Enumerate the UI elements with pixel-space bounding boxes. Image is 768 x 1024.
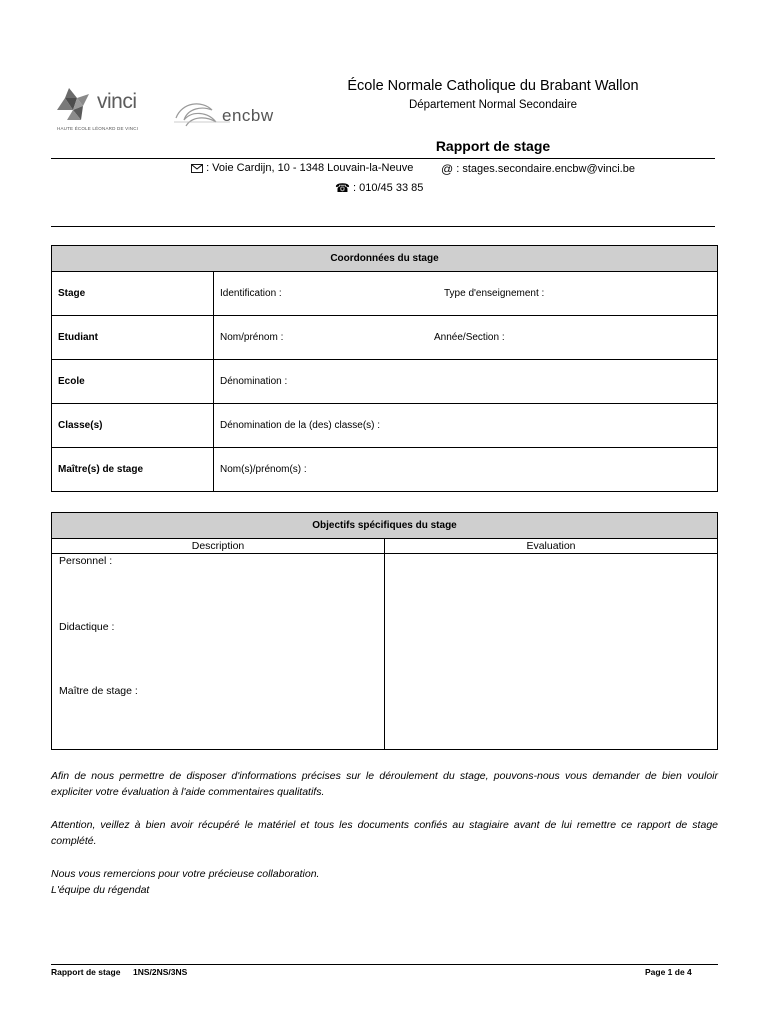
address-text: : Voie Cardijn, 10 - 1348 Louvain-la-Neuve <box>206 162 414 174</box>
vinci-logo <box>55 86 147 136</box>
field-label: Année/Section : <box>434 332 505 343</box>
row-label: Classe(s) <box>52 404 214 448</box>
field-label: Identification : <box>220 288 282 299</box>
instruction-paragraph: Afin de nous permettre de disposer d'informations précises sur le déroulement du stage, pouvons-nous vous demander de bien vouloir expliciter votre évaluation à l'aide commentaires qualitatifs. <box>51 770 718 798</box>
phone-icon: ☎ <box>335 181 350 195</box>
table-row <box>52 316 718 360</box>
encbw-wordmark: encbw <box>222 106 274 125</box>
row-label: Stage <box>52 272 214 316</box>
objectifs-table <box>51 512 718 750</box>
thanks-line: Nous vous remercions pour votre précieuse collaboration. <box>51 868 320 880</box>
table-row <box>52 360 718 404</box>
coordonnees-heading: Coordonnées du stage <box>52 246 718 272</box>
field-label: Nom/prénom : <box>220 332 284 343</box>
evaluation-cell[interactable] <box>385 554 718 750</box>
coordonnees-table <box>51 245 718 492</box>
evaluation-column-header: Evaluation <box>385 539 718 554</box>
objectifs-heading: Objectifs spécifiques du stage <box>52 513 718 539</box>
header-rule <box>51 158 715 159</box>
field-label: Dénomination : <box>220 376 288 387</box>
table-row <box>52 404 718 448</box>
field-cell[interactable] <box>214 272 718 316</box>
document-title: Rapport de stage <box>435 138 551 154</box>
footer-rule <box>51 964 718 965</box>
field-cell[interactable] <box>214 316 718 360</box>
contact-rule <box>51 226 715 227</box>
field-cell[interactable] <box>214 404 718 448</box>
footer-levels: 1NS/2NS/3NS <box>133 967 188 977</box>
vinci-star-icon <box>55 86 95 126</box>
field-label: Type d'enseignement : <box>444 288 545 299</box>
field-label: Dénomination de la (des) classe(s) : <box>220 420 381 431</box>
field-cell[interactable] <box>214 360 718 404</box>
envelope-icon <box>191 164 203 173</box>
school-name: École Normale Catholique du Brabant Wallon <box>347 78 639 94</box>
footer-page-number: Page 1 de 4 <box>645 967 692 977</box>
footer-doc-name: Rapport de stage <box>51 967 121 977</box>
field-label: Nom(s)/prénom(s) : <box>220 464 307 475</box>
vinci-wordmark: vinci <box>97 90 137 113</box>
phone-line <box>335 181 423 195</box>
row-label: Maître(s) de stage <box>52 448 214 492</box>
objective-didactique: Didactique : <box>59 621 115 633</box>
field-cell[interactable] <box>214 448 718 492</box>
vinci-tagline: HAUTE ÉCOLE LÉONARD DE VINCI <box>57 126 139 131</box>
email-line <box>441 162 635 176</box>
email-text[interactable]: : stages.secondaire.encbw@vinci.be <box>456 162 635 175</box>
objective-maitre-de-stage: Maître de stage : <box>59 685 138 697</box>
table-row <box>52 272 718 316</box>
row-label: Ecole <box>52 360 214 404</box>
phone-text: : 010/45 33 85 <box>353 181 424 194</box>
table-row <box>52 448 718 492</box>
encbw-logo <box>172 96 287 132</box>
objective-personnel: Personnel : <box>59 555 113 567</box>
description-column-header: Description <box>52 539 385 554</box>
department-name: Département Normal Secondaire <box>408 99 578 111</box>
warning-paragraph: Attention, veillez à bien avoir récupéré le matériel et tous les documents confiés au stagiaire avant de lui remettre ce rapport de stage complété. <box>51 819 718 847</box>
address-line <box>191 162 413 174</box>
row-label: Etudiant <box>52 316 214 360</box>
at-sign-icon: @ <box>441 162 454 176</box>
signature-line: L'équipe du régendat <box>51 884 150 896</box>
description-cell[interactable] <box>52 554 385 750</box>
